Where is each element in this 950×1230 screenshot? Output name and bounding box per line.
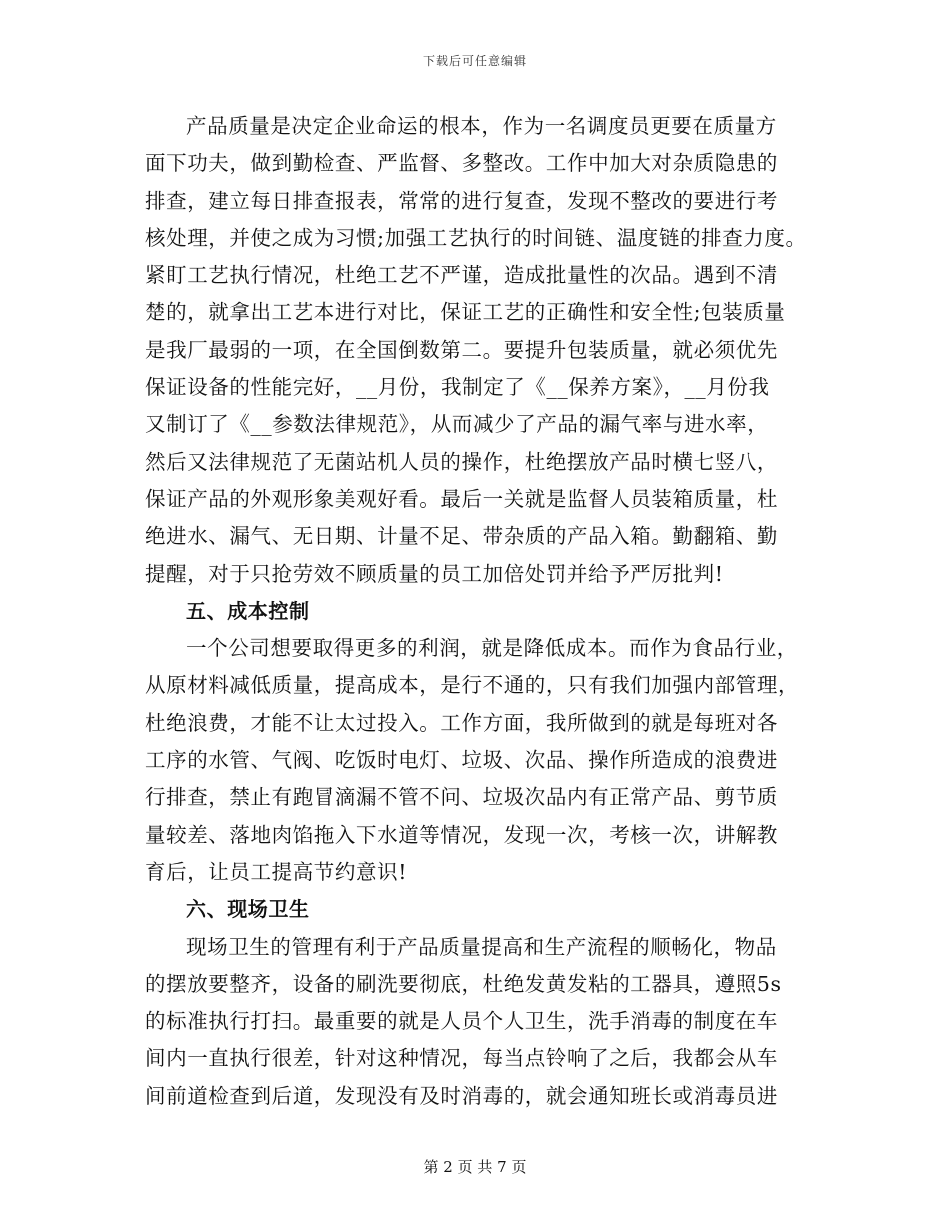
paragraph-line: 紧盯工艺执行情况，杜绝工艺不严谨，造成批量性的次品。遇到不清	[145, 263, 778, 288]
section-heading: 六、现场卫生	[186, 897, 310, 922]
paragraph-line: 行排查，禁止有跑冒滴漏不管不问、垃圾次品内有正常产品、剪节质	[145, 785, 778, 810]
paragraph-line: 绝进水、漏气、无日期、计量不足、带杂质的产品入箱。勤翻箱、勤	[145, 524, 778, 549]
paragraph-line: 工序的水管、气阀、吃饭时电灯、垃圾、次品、操作所造成的浪费进	[145, 748, 778, 773]
paragraph-line: 杜绝浪费，才能不让太过投入。工作方面，我所做到的就是每班对各	[145, 710, 778, 735]
page-header: 下载后可任意编辑	[422, 54, 527, 68]
paragraph-line: 面下功夫，做到勤检查、严监督、多整改。工作中加大对杂质隐患的	[145, 151, 778, 176]
paragraph-line: 从原材料减低质量，提高成本，是行不通的，只有我们加强内部管理，	[145, 673, 800, 698]
paragraph-line: 然后又法律规范了无菌站机人员的操作，杜绝摆放产品时横七竖八，	[145, 449, 778, 474]
paragraph-line: 的摆放要整齐，设备的刷洗要彻底，杜绝发黄发粘的工器具，遵照5s	[145, 971, 782, 996]
paragraph-line: 核处理，并使之成为习惯;加强工艺执行的时间链、温度链的排查力度。	[145, 225, 807, 250]
paragraph-line: 间前道检查到后道，发现没有及时消毒的，就会通知班长或消毒员进	[145, 1083, 778, 1108]
page-number: 第 2 页 共 7 页	[423, 1158, 527, 1176]
paragraph-line: 又制订了《__参数法律规范》，从而减少了产品的漏气率与进水率，	[145, 412, 769, 437]
paragraph-line: 保证设备的性能完好，__月份，我制定了《__保养方案》，__月份我	[145, 375, 770, 400]
paragraph-line: 的标准执行打扫。最重要的就是人员个人卫生，洗手消毒的制度在车	[145, 1009, 778, 1034]
paragraph-line: 提醒，对于只抢劳效不顾质量的员工加倍处罚并给予严厉批判!	[145, 561, 724, 586]
paragraph-line: 育后，让员工提高节约意识!	[145, 859, 408, 884]
section-heading: 五、成本控制	[186, 598, 310, 623]
paragraph-line: 保证产品的外观形象美观好看。最后一关就是监督人员装箱质量，杜	[145, 486, 778, 511]
paragraph-line: 楚的，就拿出工艺本进行对比，保证工艺的正确性和安全性;包装质量	[145, 300, 786, 325]
paragraph-line: 排查，建立每日排查报表，常常的进行复查，发现不整改的要进行考	[145, 188, 778, 213]
document-body	[145, 108, 815, 1115]
paragraph-line: 一个公司想要取得更多的利润，就是降低成本。而作为食品行业，	[186, 636, 798, 661]
paragraph-line: 量较差、落地肉馅拖入下水道等情况，发现一次，考核一次，讲解教	[145, 822, 778, 847]
paragraph-line: 间内一直执行很差，针对这种情况，每当点铃响了之后，我都会从车	[145, 1046, 778, 1071]
paragraph-line: 现场卫生的管理有利于产品质量提高和生产流程的顺畅化，物品	[186, 934, 777, 959]
paragraph-line: 产品质量是决定企业命运的根本，作为一名调度员更要在质量方	[186, 114, 777, 138]
paragraph-line: 是我厂最弱的一项，在全国倒数第二。要提升包装质量，就必须优先	[145, 337, 778, 362]
